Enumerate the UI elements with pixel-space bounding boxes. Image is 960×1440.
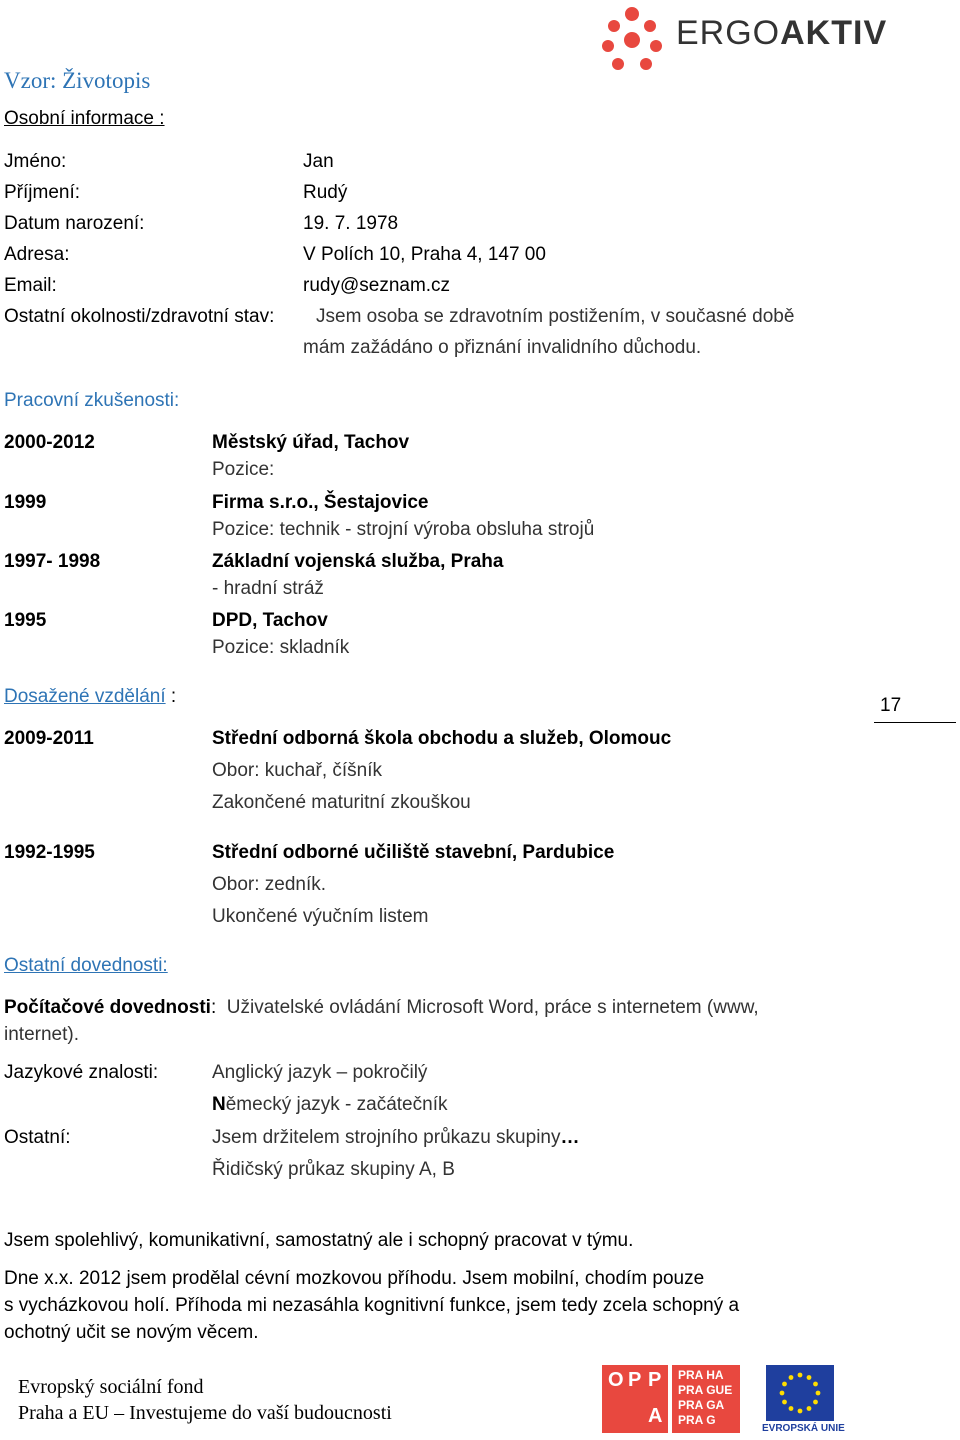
language-german: Německý jazyk - začátečník [212, 1094, 448, 1115]
education-school: Střední odborná škola obchodu a služeb, Olomouc [212, 728, 672, 749]
education-school: Střední odborné učiliště stavební, Pardubice [212, 842, 615, 863]
other-circumstances-label: Ostatní okolnosti/zdravotní stav: [4, 306, 275, 327]
other-circumstances-value-1: Jsem osoba se zdravotním postižením, v současné době [316, 306, 795, 327]
work-employer: DPD, Tachov [212, 610, 328, 631]
work-years: 2000-2012 [4, 432, 95, 453]
other-skills-label: Ostatní: [4, 1127, 71, 1148]
eu-label: EVROPSKÁ UNIE [762, 1423, 845, 1434]
work-detail: Pozice: skladník [212, 637, 350, 658]
machine-license: Jsem držitelem strojního průkazu skupiny… [212, 1127, 580, 1148]
education-field: Obor: kuchař, číšník [212, 760, 383, 781]
work-years: 1999 [4, 492, 47, 513]
language-english: Anglický jazyk – pokročilý [212, 1062, 428, 1083]
praha-logo: PRA HA PRA GUE PRA GA PRA G [672, 1365, 740, 1433]
work-employer: Základní vojenská služba, Praha [212, 551, 504, 572]
footer-line-2: Praha a EU – Investujeme do vaší budoucnosti [18, 1402, 392, 1424]
surname-label: Příjmení: [4, 182, 81, 203]
health-note-line-2: s vycházkovou holí. Příhoda mi nezasáhla kognitivní funkce, jsem tedy zcela schopný a [4, 1295, 740, 1316]
document-title: Vzor: Životopis [4, 68, 151, 93]
ergoaktiv-logo-text: ERGOAKTIV [676, 14, 888, 52]
ergoaktiv-logo-mark [598, 6, 666, 74]
education-years: 2009-2011 [4, 728, 94, 749]
name-label: Jméno: [4, 151, 67, 172]
work-detail: Pozice: [212, 459, 275, 480]
summary-text: Jsem spolehlivý, komunikativní, samostatný ale i schopný pracovat v týmu. [4, 1230, 634, 1251]
work-detail: Pozice: technik - strojní výroba obsluha strojů [212, 519, 595, 540]
work-detail: - hradní stráž [212, 578, 324, 599]
surname-value: Rudý [303, 182, 348, 203]
opp-logo: O P P A [602, 1365, 668, 1433]
personal-heading: Osobní informace : [4, 108, 165, 129]
page-number-rule [874, 722, 956, 723]
name-value: Jan [303, 151, 334, 172]
other-circumstances-value-2: mám zažádáno o přiznání invalidního důchodu. [303, 337, 702, 358]
driving-license: Řidičský průkaz skupiny A, B [212, 1159, 455, 1180]
dob-value: 19. 7. 1978 [303, 213, 399, 234]
skills-heading: Ostatní dovednosti: [4, 955, 168, 976]
health-note-line-3: ochotný učit se novým věcem. [4, 1322, 259, 1343]
computer-skills-continued: internet). [4, 1024, 79, 1045]
eu-flag-icon [766, 1365, 834, 1421]
address-label: Adresa: [4, 244, 70, 265]
work-heading: Pracovní zkušenosti: [4, 390, 180, 411]
education-years: 1992-1995 [4, 842, 95, 863]
footer-line-1: Evropský sociální fond [18, 1376, 204, 1398]
education-heading: Dosažené vzdělání : [4, 686, 177, 707]
education-field: Obor: zedník. [212, 874, 327, 895]
email-value: rudy@seznam.cz [303, 275, 451, 296]
work-years: 1997- 1998 [4, 551, 101, 572]
email-label: Email: [4, 275, 57, 296]
page-number: 17 [880, 695, 902, 716]
address-value: V Polích 10, Praha 4, 147 00 [303, 244, 546, 265]
education-completion: Ukončené výučním listem [212, 906, 429, 927]
work-employer: Firma s.r.o., Šestajovice [212, 492, 429, 513]
dob-label: Datum narození: [4, 213, 145, 234]
work-employer: Městský úřad, Tachov [212, 432, 410, 453]
education-completion: Zakončené maturitní zkouškou [212, 792, 471, 813]
language-label: Jazykové znalosti: [4, 1062, 159, 1083]
work-years: 1995 [4, 610, 47, 631]
health-note-line-1: Dne x.x. 2012 jsem prodělal cévní mozkovou příhodu. Jsem mobilní, chodím pouze [4, 1268, 705, 1289]
computer-skills: Počítačové dovednosti: Uživatelské ovládání Microsoft Word, práce s internetem (www, [4, 997, 759, 1018]
